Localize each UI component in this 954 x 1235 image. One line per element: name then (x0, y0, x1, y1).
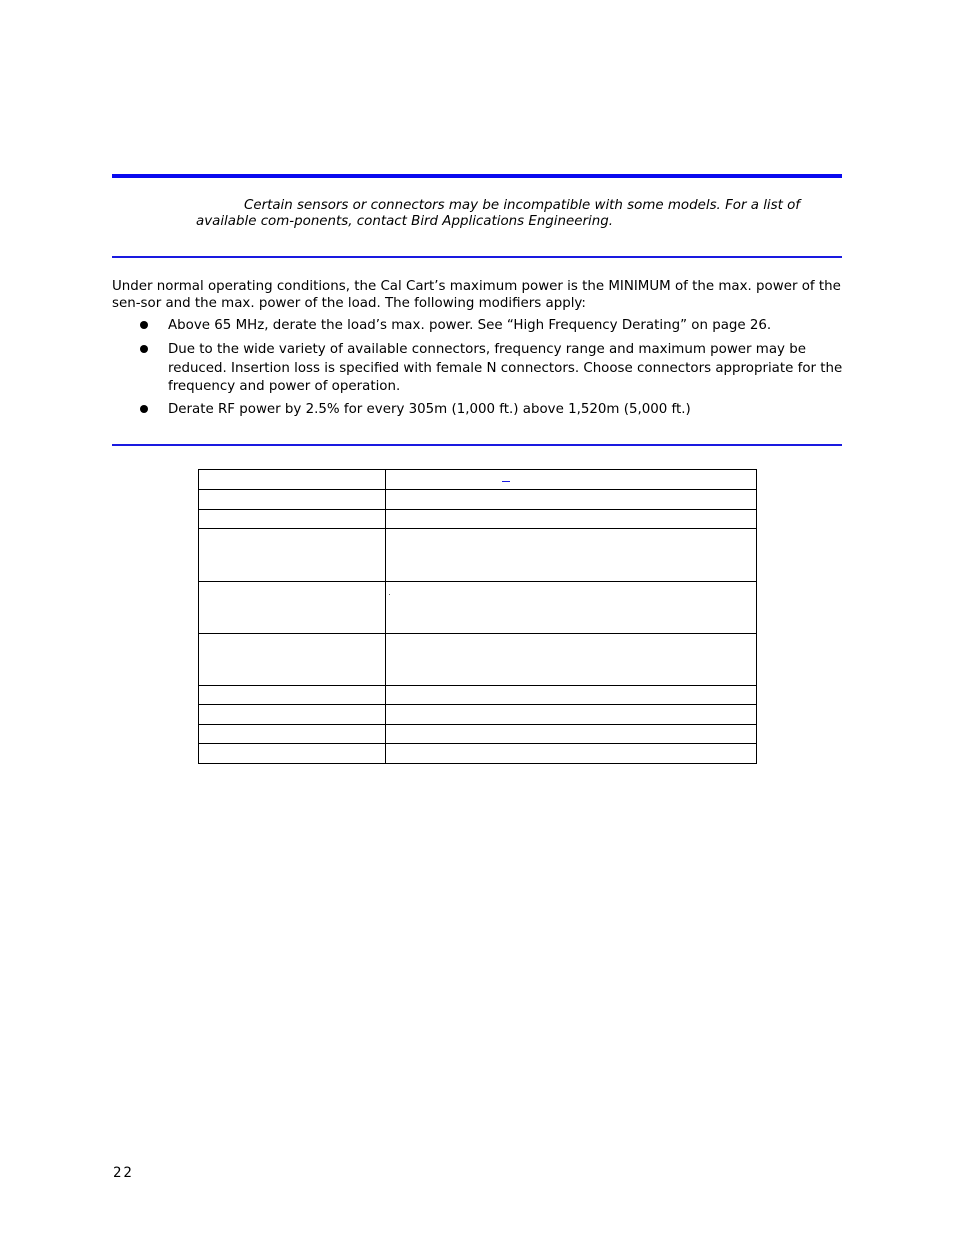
table-cell-label (199, 510, 386, 529)
bullet-item: Above 65 MHz, derate the load’s max. power. See “High Frequency Derating” on page 26. (168, 318, 772, 333)
table-row (199, 510, 757, 529)
table-cell-label (199, 744, 386, 764)
link-underline-mark (502, 481, 510, 482)
table-row (199, 705, 757, 725)
bullet-item: Due to the wide variety of available connectors, frequency range and maximum power may be reduced. Insertion loss is specified with female N connectors. Choose connectors appropriate for the frequency and power of operation. (168, 342, 843, 394)
section-rule-top (112, 174, 842, 178)
table-cell-value (386, 725, 757, 744)
table-cell-value (386, 470, 757, 490)
table-row (199, 744, 757, 764)
table-row (199, 490, 757, 510)
bullet-item: Derate RF power by 2.5% for every 305m (1,000 ft.) above 1,520m (5,000 ft.) (168, 402, 691, 417)
speck-mark (389, 594, 390, 595)
table-cell-value (386, 510, 757, 529)
table-cell-label (199, 470, 386, 490)
table-cell-value (386, 686, 757, 705)
table-row (199, 470, 757, 490)
table-row (199, 634, 757, 686)
section-rule-bottom (112, 444, 842, 446)
table-row (199, 725, 757, 744)
table-cell-value (386, 744, 757, 764)
table-cell-value (386, 582, 757, 634)
table-cell-value (386, 705, 757, 725)
table-cell-label (199, 705, 386, 725)
table-cell-value (386, 634, 757, 686)
table-cell-label (199, 725, 386, 744)
table-cell-label (199, 490, 386, 510)
bullet-icon (140, 321, 148, 329)
table-cell-label (199, 529, 386, 582)
table-cell-label (199, 634, 386, 686)
bullet-icon (140, 405, 148, 413)
table-row (199, 529, 757, 582)
table-row (199, 582, 757, 634)
section-rule-middle (112, 256, 842, 258)
table-cell-value (386, 529, 757, 582)
bullet-icon (140, 345, 148, 353)
table-cell-label (199, 686, 386, 705)
specifications-table (198, 469, 757, 764)
page-number: 22 (113, 1165, 134, 1181)
note-text: Certain sensors or connectors may be incompatible with some models. For a list of available com-ponents, contact Bird Applications Engineering. (196, 198, 801, 229)
table-cell-label (199, 582, 386, 634)
table-cell-value (386, 490, 757, 510)
table-row (199, 686, 757, 705)
intro-paragraph: Under normal operating conditions, the Cal Cart’s maximum power is the MINIMUM of the max. power of the sen-sor and the max. power of the load. The following modifiers apply: (112, 279, 841, 311)
